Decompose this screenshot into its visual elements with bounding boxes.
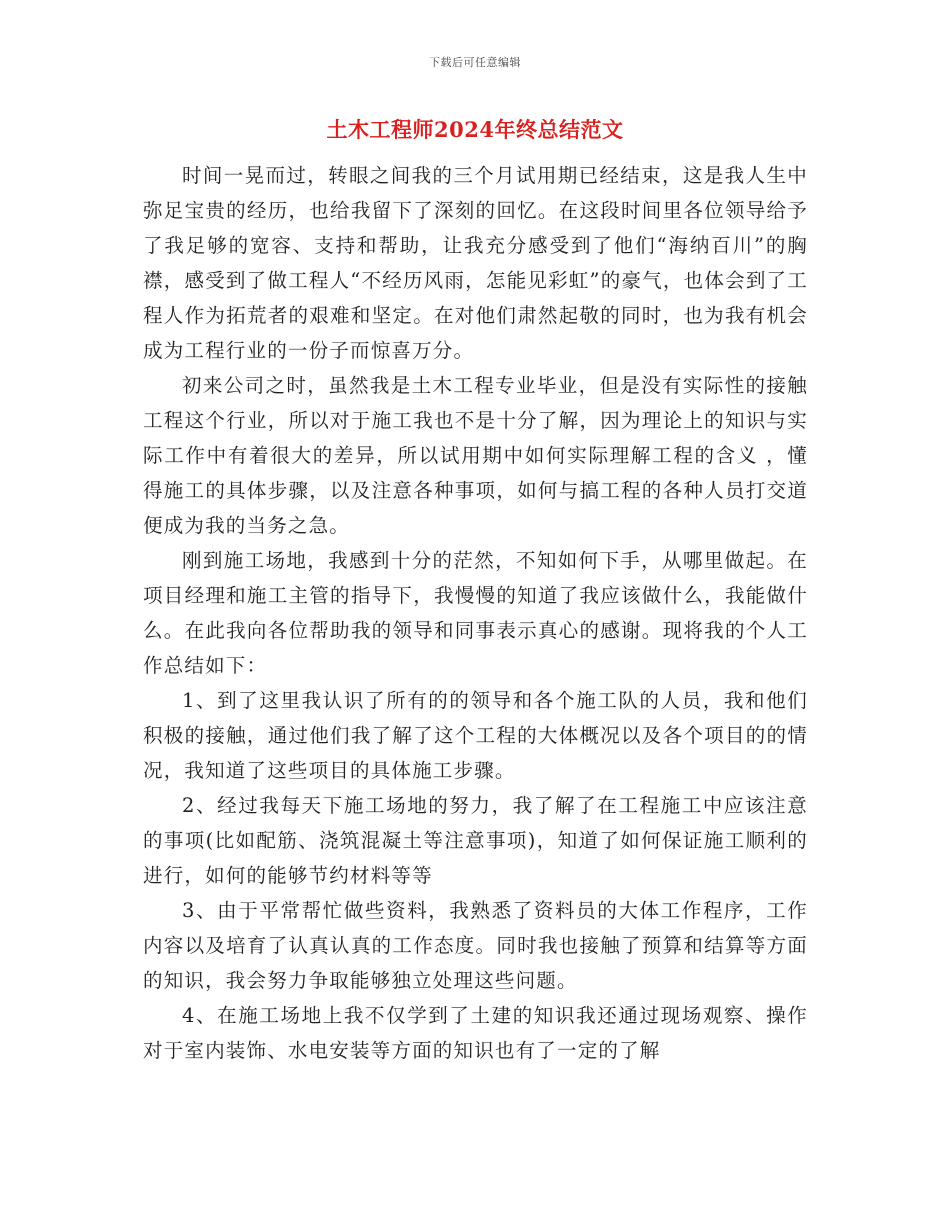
document-title: 土木工程师2024年终总结范文: [326, 117, 624, 142]
header-note: 下载后可任意编辑: [429, 56, 521, 69]
list-item-4: 4、在施工场地上我不仅学到了土建的知识我还通过现场观察、操作对于室内装饰、水电安装等方面的知识也有了一定的了解: [143, 1004, 808, 1062]
document-body: [143, 158, 808, 1068]
list-item-3: 3、由于平常帮忙做些资料，我熟悉了资料员的大体工作程序，工作内容以及培育了认真认真的工作态度。同时我也接触了预算和结算等方面的知识，我会努力争取能够独立处理这些问题。: [143, 899, 808, 992]
list-item-2: 2、经过我每天下施工场地的努力，我了解了在工程施工中应该注意的事项(比如配筋、浇筑混凝土等注意事项)，知道了如何保证施工顺利的进行，如何的能够节约材料等等: [143, 794, 808, 887]
paragraph-background: 初来公司之时，虽然我是土木工程专业毕业，但是没有实际性的接触工程这个行业，所以对于施工我也不是十分了解，因为理论上的知识与实际工作中有着很大的差异，所以试用期中如何实际理解工程的含义 ，懂得施工的具体步骤，以及注意各种事项，如何与搞工程的各种人员打交道便成为我的当务之急。: [143, 374, 808, 537]
paragraph-intro: 时间一晃而过，转眼之间我的三个月试用期已经结束，这是我人生中弥足宝贵的经历，也给我留下了深刻的回忆。在这段时间里各位领导给予了我足够的宽容、支持和帮助，让我充分感受到了他们“海纳百川”的胸襟，感受到了做工程人“不经历风雨，怎能见彩虹”的豪气，也体会到了工程人作为拓荒者的艰难和坚定。在对他们肃然起敬的同时，也为我有机会成为工程行业的一份子而惊喜万分。: [143, 164, 808, 362]
paragraph-arrival: 刚到施工场地，我感到十分的茫然，不知如何下手，从哪里做起。在项目经理和施工主管的指导下，我慢慢的知道了我应该做什么，我能做什么。在此我向各位帮助我的领导和同事表示真心的感谢。现将我的个人工作总结如下：: [143, 549, 808, 677]
list-item-1: 1、到了这里我认识了所有的的领导和各个施工队的人员，我和他们积极的接触，通过他们我了解了这个工程的大体概况以及各个项目的的情况，我知道了这些项目的具体施工步骤。: [143, 689, 808, 782]
